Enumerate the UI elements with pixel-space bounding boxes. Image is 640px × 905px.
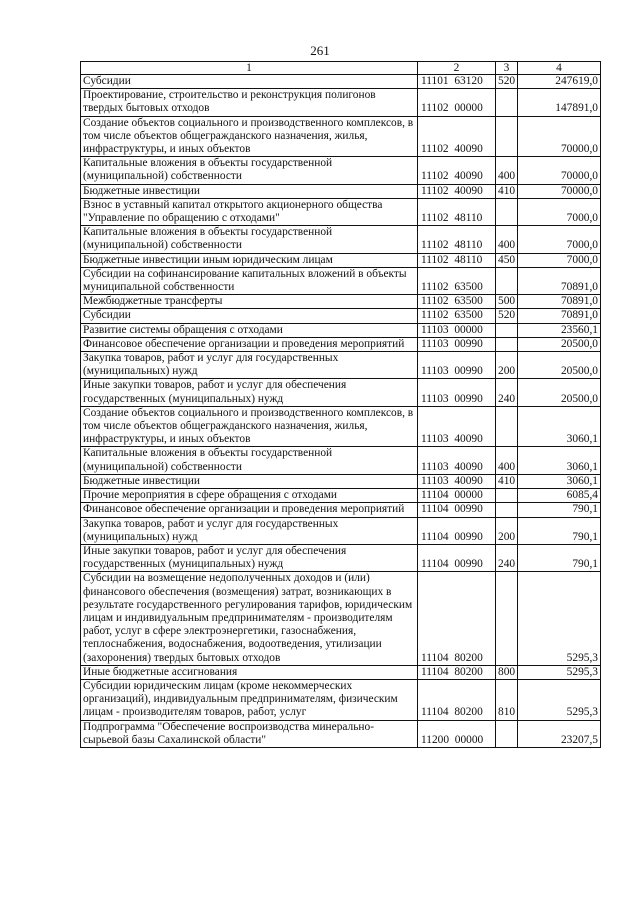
row-code: 11103 00000 [418,323,496,337]
row-code: 11104 00990 [418,517,496,544]
row-expense-type: 500 [496,295,518,309]
row-expense-type [496,572,518,665]
row-name: Проектирование, строительство и реконструкция полигонов твердых бытовых отходов [81,89,418,116]
table-row [81,572,601,665]
table-row [81,503,601,517]
row-code: 11101 63120 [418,75,496,89]
row-code: 11104 00990 [418,503,496,517]
row-name: Капитальные вложения в объекты государственной (муниципальной) собственности [81,447,418,474]
table-row [81,352,601,379]
row-expense-type: 400 [496,226,518,253]
row-amount: 790,1 [518,544,601,571]
row-amount: 790,1 [518,517,601,544]
row-name: Капитальные вложения в объекты государственной (муниципальной) собственности [81,157,418,184]
row-expense-type [496,503,518,517]
row-amount: 3060,1 [518,447,601,474]
table-row [81,679,601,720]
row-amount: 70891,0 [518,267,601,294]
row-expense-type [496,489,518,503]
row-name: Прочие мероприятия в сфере обращения с отходами [81,489,418,503]
row-amount: 70891,0 [518,295,601,309]
row-amount: 20500,0 [518,379,601,406]
row-code: 11102 40090 [418,116,496,157]
row-code: 11104 80200 [418,572,496,665]
row-code: 11103 00990 [418,352,496,379]
row-name: Субсидии [81,75,418,89]
row-expense-type: 520 [496,75,518,89]
row-amount: 23207,5 [518,720,601,747]
row-amount: 7000,0 [518,226,601,253]
row-name: Субсидии на возмещение недополученных доходов и (или) финансового обеспечения (возмещения) затрат, возникающих в результате государственного регулирования тарифов, юридическим лицам и индивидуальным предпринимателям - производителям работ, услуг в сфере электроэнергетики, газоснабжения, теплоснабжения, водоснабжения, водоотведения, утилизации (захоронения) твердых бытовых отходов [81,572,418,665]
row-expense-type [496,198,518,225]
table-row [81,184,601,198]
table-row [81,720,601,747]
row-code: 11200 00000 [418,720,496,747]
row-name: Создание объектов социального и производственного комплексов, в том числе объектов общегражданского назначения, жилья, инфраструктуры, и иных объектов [81,116,418,157]
row-expense-type [496,720,518,747]
row-expense-type [496,267,518,294]
row-amount: 790,1 [518,503,601,517]
table-row [81,157,601,184]
table-row [81,89,601,116]
row-amount: 7000,0 [518,253,601,267]
table-row [81,447,601,474]
row-code: 11103 40090 [418,474,496,488]
row-name: Иные закупки товаров, работ и услуг для обеспечения государственных (муниципальных) нужд [81,544,418,571]
row-expense-type: 410 [496,474,518,488]
table-body [81,75,601,748]
row-amount: 23560,1 [518,323,601,337]
table-row [81,267,601,294]
header-col-3: 3 [496,62,518,75]
row-expense-type [496,323,518,337]
table-row [81,323,601,337]
row-amount: 3060,1 [518,406,601,447]
row-code: 11103 00990 [418,379,496,406]
row-code: 11102 63500 [418,267,496,294]
row-amount: 5295,3 [518,679,601,720]
row-code: 11104 00990 [418,544,496,571]
row-expense-type [496,337,518,351]
table-row [81,253,601,267]
row-name: Финансовое обеспечение организации и проведения мероприятий [81,337,418,351]
row-name: Бюджетные инвестиции [81,474,418,488]
page-number: 261 [310,43,330,58]
row-amount: 3060,1 [518,474,601,488]
row-expense-type: 400 [496,447,518,474]
table-row [81,116,601,157]
row-code: 11102 48110 [418,253,496,267]
row-code: 11102 00000 [418,89,496,116]
table-row [81,379,601,406]
row-code: 11103 40090 [418,447,496,474]
row-amount: 70000,0 [518,116,601,157]
row-expense-type: 450 [496,253,518,267]
row-expense-type: 410 [496,184,518,198]
row-amount: 7000,0 [518,198,601,225]
row-amount: 20500,0 [518,352,601,379]
row-name: Развитие системы обращения с отходами [81,323,418,337]
row-code: 11104 80200 [418,665,496,679]
row-name: Иные закупки товаров, работ и услуг для обеспечения государственных (муниципальных) нужд [81,379,418,406]
table-row [81,226,601,253]
row-code: 11102 63500 [418,295,496,309]
row-code: 11102 40090 [418,184,496,198]
row-expense-type: 400 [496,157,518,184]
row-expense-type: 810 [496,679,518,720]
row-code: 11103 40090 [418,406,496,447]
table-row [81,309,601,323]
header-col-2: 2 [418,62,496,75]
table-row [81,75,601,89]
row-name: Создание объектов социального и производственного комплексов, в том числе объектов общегражданского назначения, жилья, инфраструктуры, и иных объектов [81,406,418,447]
table-row [81,544,601,571]
row-expense-type: 240 [496,379,518,406]
row-expense-type [496,406,518,447]
table-row [81,198,601,225]
table-row [81,295,601,309]
header-col-1: 1 [81,62,418,75]
table-row [81,474,601,488]
row-name: Субсидии на софинансирование капитальных вложений в объекты муниципальной собственности [81,267,418,294]
row-name: Бюджетные инвестиции [81,184,418,198]
row-code: 11102 63500 [418,309,496,323]
row-code: 11104 80200 [418,679,496,720]
row-expense-type [496,116,518,157]
row-amount: 5295,3 [518,572,601,665]
row-expense-type: 200 [496,517,518,544]
row-name: Субсидии юридическим лицам (кроме некоммерческих организаций), индивидуальным предпринимателям, физическим лицам - производителям товаров, работ, услуг [81,679,418,720]
row-amount: 20500,0 [518,337,601,351]
row-name: Иные бюджетные ассигнования [81,665,418,679]
row-expense-type: 200 [496,352,518,379]
row-name: Подпрограмма "Обеспечение воспроизводства минерально-сырьевой базы Сахалинской области" [81,720,418,747]
row-name: Закупка товаров, работ и услуг для государственных (муниципальных) нужд [81,352,418,379]
row-code: 11104 00000 [418,489,496,503]
table-row [81,406,601,447]
row-name: Бюджетные инвестиции иным юридическим лицам [81,253,418,267]
row-name: Финансовое обеспечение организации и проведения мероприятий [81,503,418,517]
row-expense-type [496,89,518,116]
table-row [81,337,601,351]
row-expense-type: 800 [496,665,518,679]
row-code: 11102 40090 [418,157,496,184]
row-amount: 70000,0 [518,157,601,184]
table-row [81,517,601,544]
row-amount: 247619,0 [518,75,601,89]
row-amount: 5295,3 [518,665,601,679]
row-name: Межбюджетные трансферты [81,295,418,309]
row-name: Закупка товаров, работ и услуг для государственных (муниципальных) нужд [81,517,418,544]
budget-table [80,61,601,748]
row-name: Капитальные вложения в объекты государственной (муниципальной) собственности [81,226,418,253]
row-code: 11102 48110 [418,198,496,225]
row-amount: 70000,0 [518,184,601,198]
header-col-4: 4 [518,62,601,75]
row-code: 11103 00990 [418,337,496,351]
row-amount: 70891,0 [518,309,601,323]
row-code: 11102 48110 [418,226,496,253]
row-amount: 147891,0 [518,89,601,116]
table-row [81,489,601,503]
row-name: Субсидии [81,309,418,323]
table-row [81,665,601,679]
header-row [81,62,601,75]
row-name: Взнос в уставный капитал открытого акционерного общества "Управление по обращению с отходами" [81,198,418,225]
row-expense-type: 240 [496,544,518,571]
row-amount: 6085,4 [518,489,601,503]
row-expense-type: 520 [496,309,518,323]
